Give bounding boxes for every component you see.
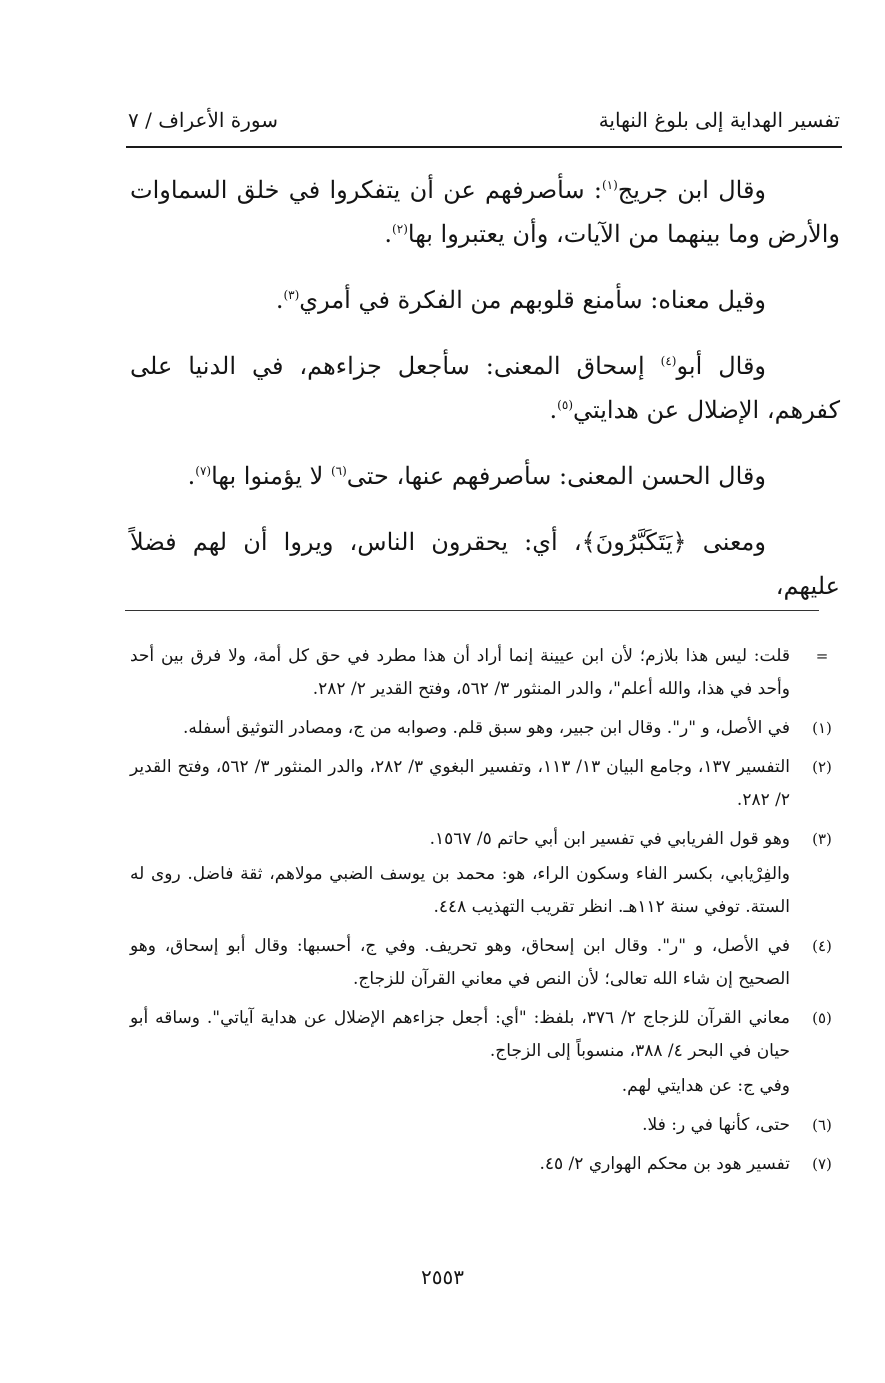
paragraph-ibn-jurayj xyxy=(130,168,840,256)
footnote-number: (٢) xyxy=(812,758,832,776)
surah-reference: سورة الأعراف / ٧ xyxy=(128,108,279,132)
footnote-text: في الأصل، و "ر". وقال ابن جبير، وهو سبق قلم. وصوابه من ج، ومصادر التوثيق أسفله. xyxy=(183,718,790,738)
paragraph-yatakabbarun: ومعنى ﴿يَتَكَبَّرُونَ﴾، أي: يحقرون الناس، ويروا أن لهم فضلاً عليهم، xyxy=(130,528,840,600)
footnote-ref: (٦) xyxy=(330,464,347,478)
footnote-ref: (١) xyxy=(601,178,618,192)
footnote-number: (٦) xyxy=(812,1116,832,1134)
footnote-3 xyxy=(130,823,842,924)
footnote-number: (٧) xyxy=(812,1155,832,1173)
footnote-5 xyxy=(130,1002,842,1103)
text-run: إسحاق المعنى: سأجعل جزاءهم، في الدنيا على كفرهم، الإضلال عن هدايتي xyxy=(130,352,840,424)
footnote-number: (٤) xyxy=(812,937,832,955)
footnote-marker: = xyxy=(815,647,829,665)
text-run: . xyxy=(187,462,196,490)
footnote-continuation xyxy=(130,640,842,706)
footnote-text: التفسير ١٣٧، وجامع البيان ١٣/ ١١٣، وتفسير البغوي ٣/ ٢٨٢، والدر المنثور ٣/ ٥٦٢، وفتح القدير ٢/ ٢٨٢. xyxy=(130,757,791,810)
footnote-text: معاني القرآن للزجاج ٢/ ٣٧٦، بلفظ: "أي: أجعل جزاءهم الإضلال عن هداية آياتي". وساقه أبو حيان في البحر ٤/ ٣٨٨، منسوباً إلى الزجاج. xyxy=(130,1008,790,1061)
footnote-ref: (٣) xyxy=(283,288,300,302)
footnote-2 xyxy=(130,751,842,817)
footnote-number: (٣) xyxy=(812,830,832,848)
footnote-ref: (٧) xyxy=(195,464,212,478)
text-run: وقيل معناه: سأمنع قلوبهم من الفكرة في أمري xyxy=(299,286,766,314)
paragraph-qila-manahu xyxy=(130,278,840,322)
footnote-text: تفسير هود بن محكم الهواري ٢/ ٤٥. xyxy=(539,1154,790,1174)
footnote-text-extra: وفي ج: عن هدايتي لهم. xyxy=(621,1076,790,1096)
footnote-text: قلت: ليس هذا بلازم؛ لأن ابن عيينة إنما أراد أن هذا مطرد في حق كل أمة، ولا فرق بين أحد وأحد في هذا، والله أعلم"، والدر المنثور ٣/ ٥٦٢، وفتح القدير ٢/ ٢٨٢. xyxy=(130,646,790,699)
page-number: ٢٥٥٣ xyxy=(421,1265,464,1289)
text-run: وقال الحسن المعنى: سأصرفهم عنها، حتى xyxy=(346,462,766,490)
text-run: . xyxy=(549,396,558,424)
paragraph-al-hasan xyxy=(130,454,840,498)
footnote-ref: (٥) xyxy=(557,398,573,412)
footnote-7 xyxy=(130,1148,842,1181)
text-run: . xyxy=(384,220,393,248)
header-rule xyxy=(126,146,842,148)
footnote-ref: (٢) xyxy=(392,222,408,236)
text-run: . xyxy=(275,286,284,314)
footnote-1 xyxy=(130,712,842,745)
paragraph-abu-ishaq xyxy=(130,344,840,432)
footnote-number: (١) xyxy=(812,719,832,737)
footnotes xyxy=(130,640,842,1187)
footnote-text: في الأصل، و "ر". وقال ابن إسحاق، وهو تحريف. وفي ج، أحسبها: وقال أبو إسحاق، وهو الصحيح إن شاء الله تعالى؛ لأن النص في معاني القرآن للزجاج. xyxy=(130,936,790,989)
text-run: : سأصرفهم عن أن يتفكروا في خلق السماوات والأرض وما بينهما من الآيات، وأن يعتبروا بها xyxy=(130,176,840,248)
running-header xyxy=(128,108,840,142)
main-text xyxy=(130,168,840,630)
footnote-text: وهو قول الفريابي في تفسير ابن أبي حاتم ٥/ ١٥٦٧. xyxy=(429,829,790,849)
footnote-ref: (٤) xyxy=(660,354,677,368)
book-title: تفسير الهداية إلى بلوغ النهاية xyxy=(598,108,840,132)
footnote-text-extra: والفِرْيابي، بكسر الفاء وسكون الراء، هو: محمد بن يوسف الضبي مولاهم، ثقة فاضل. روى له الستة. توفي سنة ١١٢هـ. انظر تقريب التهذيب ٤٤٨. xyxy=(130,864,790,917)
footnote-4 xyxy=(130,930,842,996)
footnote-separator xyxy=(125,610,819,611)
text-run: وقال أبو xyxy=(676,352,766,380)
footnote-6 xyxy=(130,1109,842,1142)
footnote-text: حتى، كأنها في ر: فلا. xyxy=(642,1115,790,1135)
text-run: وقال ابن جريج xyxy=(617,176,767,204)
text-run: لا يؤمنوا بها xyxy=(211,462,331,490)
footnote-number: (٥) xyxy=(812,1009,832,1027)
